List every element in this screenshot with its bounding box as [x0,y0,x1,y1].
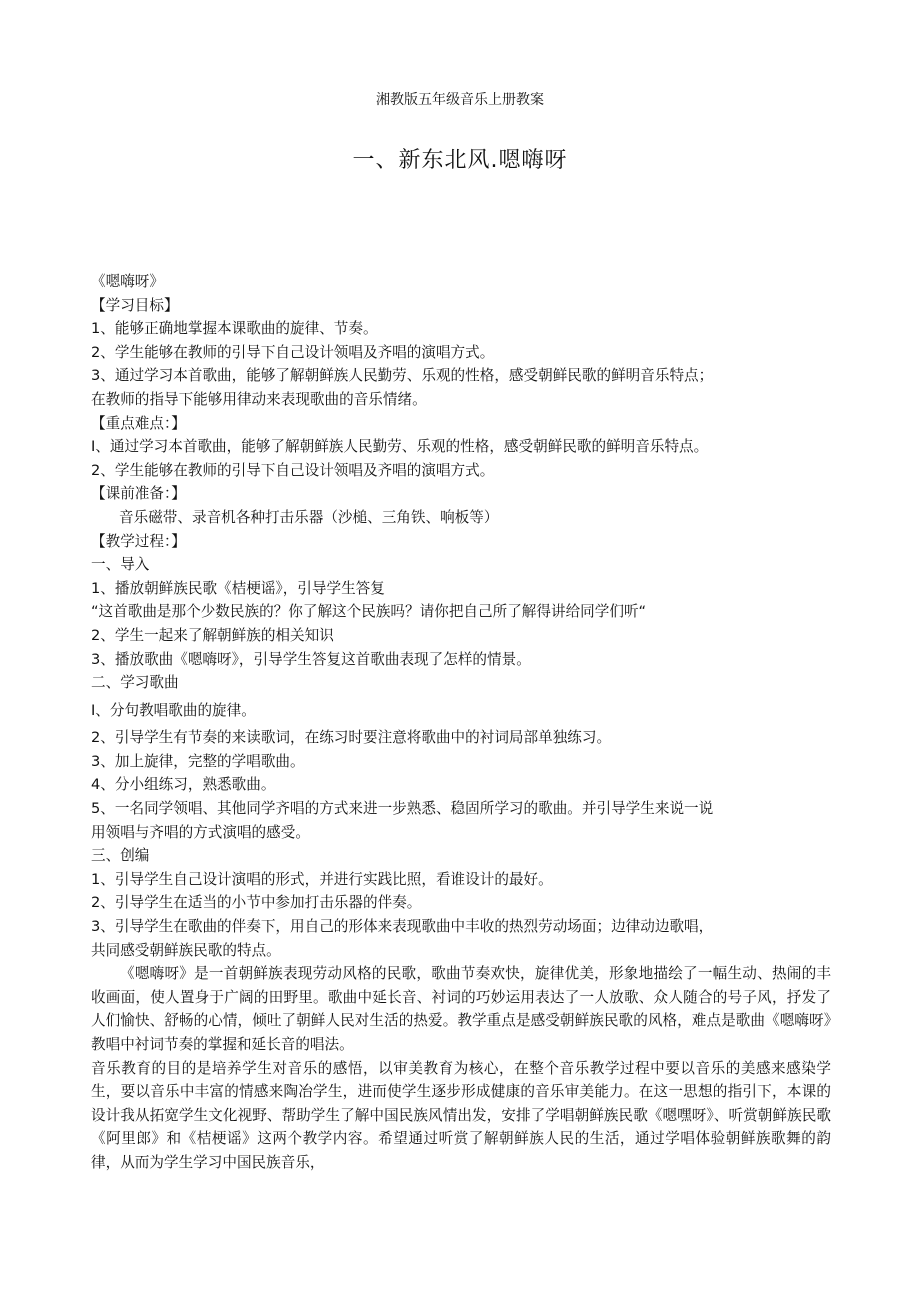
section-heading-process: 【教学过程：】 [91,532,186,550]
lesson-title: 一、新东北风.嗯嗨呀 [352,148,568,173]
objective-item: 2、学生能够在教师的引导下自己设计领唱及齐唱的演唱方式。 [91,343,495,361]
process-item: 2、引导学生在适当的小节中参加打击乐器的伴奏。 [91,894,422,912]
process-item: 1、引导学生自己设计演唱的形式，并进行实践比照，看谁设计的最好。 [91,870,553,888]
process-item: 1、播放朝鲜族民歌《桔梗谣》，引导学生答复 [91,579,385,597]
subsection-heading-intro: 一、导入 [91,556,150,574]
key-point-item: I、通过学习本首歌曲，能够了解朝鲜族人民勤劳、乐观的性格，感受朝鲜民歌的鲜明音乐特点。 [91,438,709,456]
section-heading-objectives: 【学习目标】 [91,296,179,314]
subsection-heading-learn-song: 二、学习歌曲 [91,674,179,692]
process-item: 4、分小组练习，熟悉歌曲。 [91,776,276,794]
objective-item-continued: 在教师的指导下能够用律动来表现歌曲的音乐情绪。 [91,390,427,408]
process-item-continued: 用领唱与齐唱的方式演唱的感受。 [91,823,310,841]
objective-item: 1、能够正确地掌握本课歌曲的旋律、节奏。 [91,320,378,338]
preparation-text: 音乐磁带、录音机各种打击乐器（沙槌、三角铁、响板等） [119,508,499,526]
process-item: 3、引导学生在歌曲的伴奏下，用自己的形体来表现歌曲中丰收的热烈劳动场面；边律动边歌唱， [91,918,714,936]
process-item: 2、引导学生有节奏的来读歌词，在练习时要注意将歌曲中的衬词局部单独练习。 [91,729,612,747]
document-body [91,270,831,1175]
process-item: 3、播放歌曲《嗯嗨呀》，引导学生答复这首歌曲表现了怎样的情景。 [91,650,531,668]
section-heading-key-points: 【重点难点：】 [91,414,186,432]
song-title-line: 《嗯嗨呀》 [91,273,164,290]
process-item: 3、加上旋律，完整的学唱歌曲。 [91,752,305,770]
process-item-continued: 共同感受朝鲜族民歌的特点。 [91,941,281,959]
section-heading-preparation: 【课前准备：】 [91,485,186,503]
process-item: 2、学生一起来了解朝鲜族的相关知识 [91,626,334,644]
reflection-paragraph: 《嗯嗨呀》是一首朝鲜族表现劳动风格的民歌，歌曲节奏欢快，旋律优美，形象地描绘了一幅生动、热闹的丰收画面，使人置身于广阔的田野里。歌曲中延长音、衬词的巧妙运用表达了一人放歌、众人随合的号子风，抒发了人们愉快、舒畅的心情，倾吐了朝鲜人民对生活的热爱。教学重点是感受朝鲜族民歌的风格，难点是歌曲《嗯嗨呀》教唱中衬词节奏的掌握和延长音的唱法。 [91,965,831,1053]
process-item: 5、一名同学领唱、其他同学齐唱的方式来进一步熟悉、稳固所学习的歌曲。并引导学生来说一说 [91,800,714,818]
key-point-item: 2、学生能够在教师的引导下自己设计领唱及齐唱的演唱方式。 [91,461,495,479]
process-quote: “这首歌曲是那个少数民族的？你了解这个民族吗？请你把自己所了解得讲给同学们听“ [91,603,647,621]
subsection-heading-create: 三、创编 [91,847,150,865]
objective-item: 3、通过学习本首歌曲，能够了解朝鲜族人民勤劳、乐观的性格，感受朝鲜民歌的鲜明音乐特点； [91,367,714,385]
document-header: 湘教版五年级音乐上册教案 [376,92,544,108]
process-item: I、分句教唱歌曲的旋律。 [91,701,256,719]
reflection-paragraph: 音乐教育的目的是培养学生对音乐的感悟，以审美教育为核心，在整个音乐教学过程中要以音乐的美感来感染学生，要以音乐中丰富的情感来陶冶学生，进而使学生逐步形成健康的音乐审美能力。在这一思想的指引下，本课的设计我从拓宽学生文化视野、帮助学生了解中国民族风情出发，安排了学唱朝鲜族民歌《嗯嘿呀》、听赏朝鲜族民歌《阿里郎》和《桔梗谣》这两个教学内容。希望通过听赏了解朝鲜族人民的生活，通过学唱体验朝鲜族歌舞的韵律，从而为学生学习中国民族音乐， [91,1059,831,1171]
